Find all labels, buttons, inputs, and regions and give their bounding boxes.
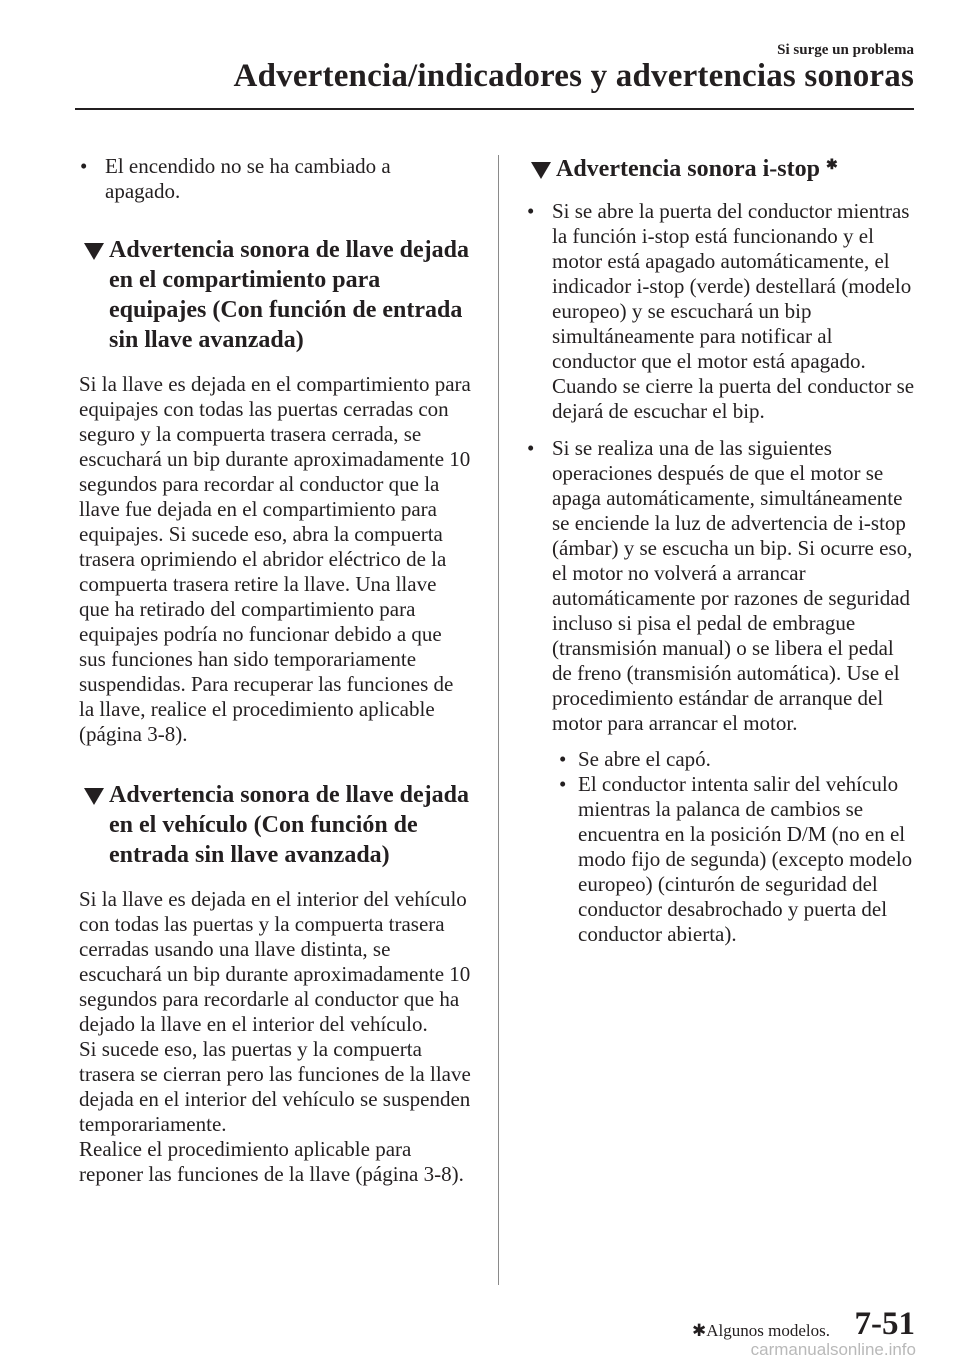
sub-bullet-dot-icon: • — [559, 747, 567, 771]
bullet-dot-icon: • — [527, 436, 535, 460]
section-heading — [79, 780, 471, 870]
running-head-section: Si surge un problema — [777, 42, 914, 58]
triangle-marker-icon — [84, 788, 104, 805]
bullet-text: Si se realiza una de las siguientes operaciones después de que el motor se apaga automáticamente, simultáneamente se enciende la luz de advertencia de i-stop (ámbar) y se escucha un bip. Si ocurre eso, el motor no volverá a arrancar automáticamente por razones de seguridad incluso si pisa el pedal de embrague (transmisión manual) o se libera el pedal de freno (transmisión automática). Use el procedimiento estándar de arranque del motor para arrancar el motor. — [552, 436, 913, 735]
footer-note-text: Algunos modelos. — [706, 1321, 830, 1340]
sub-bullet-text: Se abre el capó. — [578, 747, 711, 771]
sub-bullet-text: El conductor intenta salir del vehículo mientras la palanca de cambios se encuentra en la posición D/M (no en el modo fijo de segunda) (excepto modelo europeo) (cinturón de seguridad del conductor desabrochado y puerta del conductor abierta). — [578, 772, 913, 946]
sub-bullet-dot-icon: • — [559, 772, 567, 796]
left-column — [79, 154, 471, 1187]
footer-note — [692, 1321, 830, 1341]
section-heading — [79, 235, 471, 355]
bullet-dot-icon: • — [80, 154, 88, 178]
triangle-marker-icon — [531, 162, 551, 179]
page-title: Advertencia/indicadores y advertencias sonoras — [233, 58, 914, 94]
page-number: 7-51 — [854, 1306, 915, 1342]
triangle-marker-icon — [84, 243, 104, 260]
right-column — [526, 154, 918, 947]
paragraph: Si la llave es dejada en el interior del vehículo con todas las puertas y la compuerta trasera cerradas usando una llave distinta, se escuchará un bip durante aproximadamente 10 segundos para recordarle al conductor que ha dejado la llave en el interior del vehículo. — [79, 887, 471, 1036]
sub-bullet-item — [526, 772, 918, 947]
section-heading-text: Advertencia sonora de llave dejada en el vehículo (Con función de entrada sin llave avanzada) — [109, 782, 469, 868]
bullet-item — [526, 199, 918, 424]
section-heading — [526, 154, 918, 184]
intro-bullet-text: El encendido no se ha cambiado a apagado. — [105, 154, 391, 203]
bullet-dot-icon: • — [527, 199, 535, 223]
sub-bullet-item — [526, 747, 918, 772]
header-rule — [75, 108, 914, 110]
section-heading-text: Advertencia sonora i-stop — [556, 156, 820, 182]
bullet-text: Si se abre la puerta del conductor mientras la función i-stop está funcionando y el motor está apagado automáticamente, el indicador i-stop (verde) destellará (modelo europeo) y se escuchará un bip simultáneamente para notificar al conductor que el motor está apagado. Cuando se cierre la puerta del conductor se dejará de escuchar el bip. — [552, 199, 915, 423]
section-heading-text: Advertencia sonora de llave dejada en el compartimiento para equipajes (Con función de entrada sin llave avanzada) — [109, 237, 469, 353]
paragraph: Si sucede eso, las puertas y la compuerta trasera se cierran pero las funciones de la llave dejada en el interior del vehículo se suspenden temporariamente. — [79, 1037, 471, 1136]
asterisk-mark: ✱ — [692, 1321, 707, 1340]
paragraph: Realice el procedimiento aplicable para reponer las funciones de la llave (página 3-8). — [79, 1137, 464, 1186]
asterisk-mark: ✱ — [825, 158, 838, 173]
watermark: carmanualsonline.info — [750, 1340, 916, 1359]
column-divider — [498, 155, 499, 1285]
paragraph: Si la llave es dejada en el compartimiento para equipajes con todas las puertas cerradas con seguro y la compuerta trasera cerrada, se escuchará un bip durante aproximadamente 10 segundos para recordar al conductor que la llave fue dejada en el compartimiento para equipajes. Si sucede eso, abra la compuerta trasera oprimiendo el abridor eléctrico de la compuerta trasera retire la llave. Una llave que ha retirado del compartimiento para equipajes podría no funcionar debido a que sus funciones han sido temporariamente suspendidas. Para recuperar las funciones de la llave, realice el procedimiento aplicable (página 3-8). — [79, 372, 471, 746]
intro-bullet — [79, 154, 471, 204]
bullet-item — [526, 436, 918, 736]
